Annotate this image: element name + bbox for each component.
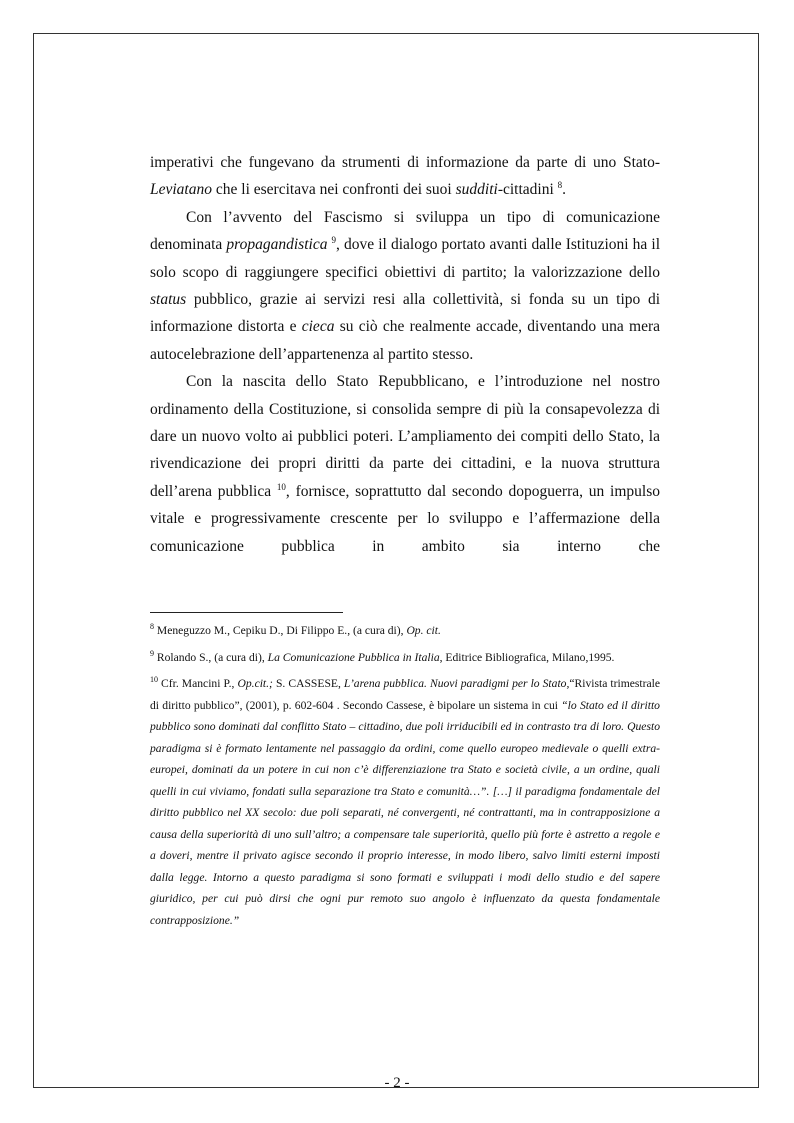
- emphasis: Op.cit.;: [237, 677, 273, 690]
- footnote-ref-8[interactable]: 8: [557, 180, 563, 191]
- quotation: “lo Stato ed il diritto pubblico sono dominati dal conflitto Stato – cittadino, due poli irriducibili ed in contrasto tra di loro. Questo paradigma si è formato lentamente nel passaggio da ordini, come quello europeo medievale o quelli extra-europei, dominati da un potere in cui non c’è differenziazione tra Stato e società civile, a un ordine, quali quelli in cui viviamo, fondati sulla separazione tra Stato e comunità…”. […] il paradigma fondamentale del diritto pubblico nel XX secolo: due poli separati, né convergenti, né contrattanti, ma in contrapposizione a causa della superiorità di uno sull’altro; a compensare tale superiorità, quello più forte è astretto a regole e a doveri, mentre il privato agisce secondo il proprio interesse, in modo libero, salvo limiti esterni imposti dalla legge. Intorno a questo paradigma si sono formati e sviluppati i modi dello studio e del sapere giuridico, per cui può dirsi che ogni pur remoto suo angolo è influenzato da questa fondamentale contrapposizione.”: [150, 698, 660, 927]
- footnote-number: 10: [150, 675, 158, 684]
- footnote-10: $^{10}$ Cfr. Mancini P., Op.cit.; S. CASSESE, L’arena pubblica. Nuovi paradigmi per lo Stato,“Rivista trimestrale di diritto pubblico”, (2001), p. 602-604 . Secondo Cassese, è bipolare un sistema in cui “lo Stato ed il diritto pubblico sono dominati dal conflitto Stato – cittadino, due poli irriducibili ed in contrasto tra di loro. Questo paradigma si è formato lentamente nel passaggio da ordini, come quello europeo medievale o quelli extra-europei, dominati da un potere in cui non c’è differenziazione tra Stato e società civile, a un ordine, quali quelli in cui viviamo, fondati sulla separazione tra Stato e comunità…”. […] il paradigma fondamentale del diritto pubblico nel XX secolo: due poli separati, né convergenti, né contrattanti, ma in contrapposizione a causa della superiorità di uno sull’altro; a compensare tale superiorità, quello più forte è astretto a regole e a doveri, mentre il privato agisce secondo il proprio interesse, in modo libero, salvo limiti esterni imposti dalla legge. Intorno a questo paradigma si sono formati e sviluppati i modi dello studio e del sapere giuridico, per cui può dirsi che ogni pur remoto suo angolo è influenzato da questa fondamentale contrapposizione.”: [150, 675, 660, 927]
- footnotes: [150, 620, 660, 936]
- emphasis: sudditi: [455, 181, 498, 199]
- footnote-separator: [150, 612, 343, 613]
- footnote-number: 8: [150, 622, 154, 631]
- emphasis: propagandistica: [226, 236, 328, 254]
- emphasis: Op. cit.: [406, 624, 441, 637]
- page-number: - 2 -: [384, 1075, 410, 1091]
- footnote-number: 9: [150, 648, 154, 658]
- footnote-8: $^8$ Meneguzzo M., Cepiku D., Di Filippo E., (a cura di), Op. cit.: [150, 622, 441, 637]
- paragraph-3: Con la nascita dello Stato Repubblicano, e l’introduzione nel nostro ordinamento della Costituzione, si consolida sempre di più la consapevolezza di dare un nuovo volto ai pubblici poteri. L’ampliamento dei compiti dello Stato, la rivendicazione dei propri diritti da parte dei cittadini, e la nuova struttura dell’arena pubblica $^{10}$, fornisce, soprattutto dal secondo dopoguerra, un impulso vitale e progressivamente crescente per lo sviluppo e l’affermazione della comunicazione pubblica in ambito sia interno che: [150, 373, 661, 555]
- emphasis: La Comunicazione Pubblica in Italia: [267, 650, 440, 664]
- footnote-ref-10[interactable]: 10: [276, 481, 286, 492]
- emphasis: status: [150, 291, 187, 309]
- emphasis: L’arena pubblica. Nuovi paradigmi per lo Stato,: [343, 677, 570, 690]
- emphasis: cieca: [301, 318, 335, 336]
- paragraph-2: Con l’avvento del Fascismo si sviluppa un tipo di comunicazione denominata propagandistica $^9$, dove il dialogo portato avanti dalle Istituzioni ha il solo scopo di raggiungere specifici obiettivi di partito; la valorizzazione dello status pubblico, grazie ai servizi resi alla collettività, si fonda su un tipo di informazione distorta e cieca su ciò che realmente accade, diventando una mera autocelebrazione dell’appartenenza al partito stesso.: [150, 208, 660, 363]
- footnote-9: $^9$ Rolando S., (a cura di), La Comunicazione Pubblica in Italia, Editrice Bibliografica, Milano,1995.: [150, 648, 615, 664]
- paragraph-1: imperativi che fungevano da strumenti di informazione da parte di uno Stato-Leviatano che li esercitava nei confronti dei suoi sudditi-cittadini $^8$.: [150, 154, 660, 199]
- emphasis: Leviatano: [150, 181, 212, 199]
- footnote-ref-9[interactable]: 9: [331, 235, 337, 246]
- body-text: [150, 149, 660, 560]
